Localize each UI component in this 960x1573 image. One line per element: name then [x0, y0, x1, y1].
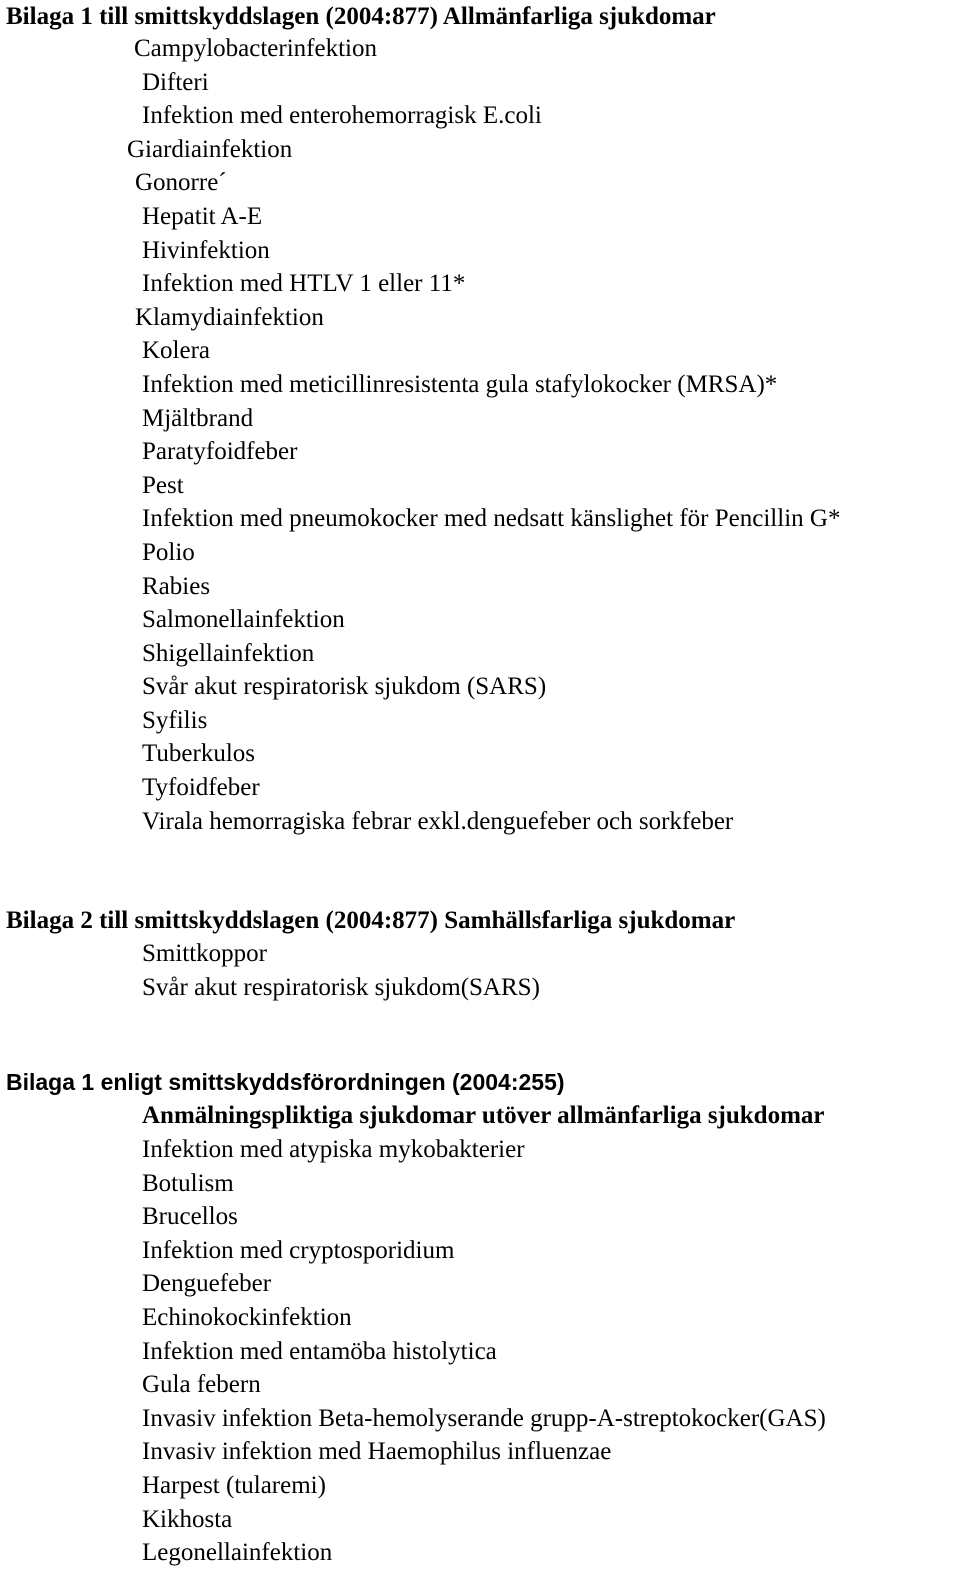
section2-title: Bilaga 2 till smittskyddslagen (2004:877) Samhällsfarliga sjukdomar	[6, 907, 736, 934]
list-item: Polio	[142, 538, 195, 566]
list-item: Legonellainfektion	[142, 1539, 333, 1567]
list-item: Salmonellainfektion	[142, 606, 345, 634]
list-item: Tuberkulos	[142, 740, 255, 768]
section2-list	[142, 937, 540, 1004]
list-item: Infektion med cryptosporidium	[142, 1236, 455, 1264]
list-item: Svår akut respiratorisk sjukdom (SARS)	[142, 673, 547, 701]
list-item: Giardiainfektion	[127, 135, 293, 163]
list-item: Invasiv infektion Beta-hemolyserande grupp-A-streptokocker(GAS)	[142, 1404, 826, 1432]
section3-title: Bilaga 1 enligt smittskyddsförordningen (2004:255)	[6, 1069, 565, 1095]
list-item: Pest	[142, 471, 184, 499]
list-item: Difteri	[142, 68, 209, 96]
list-item: Paratyfoidfeber	[142, 438, 298, 466]
list-item: Infektion med pneumokocker med nedsatt känslighet för Pencillin G*	[142, 505, 841, 533]
list-item: Svår akut respiratorisk sjukdom(SARS)	[142, 973, 540, 1001]
list-item: Kolera	[142, 337, 211, 365]
list-item: Kikhosta	[142, 1505, 233, 1533]
list-item: Smittkoppor	[142, 940, 268, 967]
list-item: Infektion med HTLV 1 eller 11*	[142, 270, 466, 298]
list-item: Invasiv infektion med Haemophilus influenzae	[142, 1438, 612, 1466]
list-item: Infektion med entamöba histolytica	[142, 1337, 497, 1365]
section1-list	[127, 32, 841, 838]
list-item: Infektion med meticillinresistenta gula stafylokocker (MRSA)*	[142, 370, 778, 398]
list-item: Campylobacterinfektion	[134, 35, 377, 62]
list-item: Brucellos	[142, 1203, 238, 1231]
list-item: Infektion med enterohemorragisk E.coli	[142, 102, 542, 130]
section3-list	[142, 1133, 826, 1570]
list-item: Infektion med atypiska mykobakterier	[142, 1136, 525, 1163]
list-item: Denguefeber	[142, 1270, 272, 1298]
section1-title: Bilaga 1 till smittskyddslagen (2004:877) Allmänfarliga sjukdomar	[6, 3, 716, 30]
list-item: Botulism	[142, 1169, 234, 1197]
list-item: Syfilis	[142, 706, 208, 734]
list-item: Mjältbrand	[142, 404, 254, 432]
list-item: Virala hemorragiska febrar exkl.denguefeber och sorkfeber	[142, 807, 734, 835]
list-item: Klamydiainfektion	[135, 303, 324, 331]
section3-subtitle: Anmälningspliktiga sjukdomar utöver allmänfarliga sjukdomar	[142, 1102, 825, 1129]
list-item: Shigellainfektion	[142, 639, 315, 667]
list-item: Hepatit A-E	[142, 202, 263, 230]
list-item: Gula febern	[142, 1371, 261, 1399]
list-item: Hivinfektion	[142, 236, 270, 264]
list-item: Rabies	[142, 572, 211, 600]
list-item: Harpest (tularemi)	[142, 1471, 326, 1499]
list-item: Gonorre´	[135, 169, 227, 197]
list-item: Echinokockinfektion	[142, 1303, 352, 1331]
list-item: Tyfoidfeber	[142, 774, 260, 802]
